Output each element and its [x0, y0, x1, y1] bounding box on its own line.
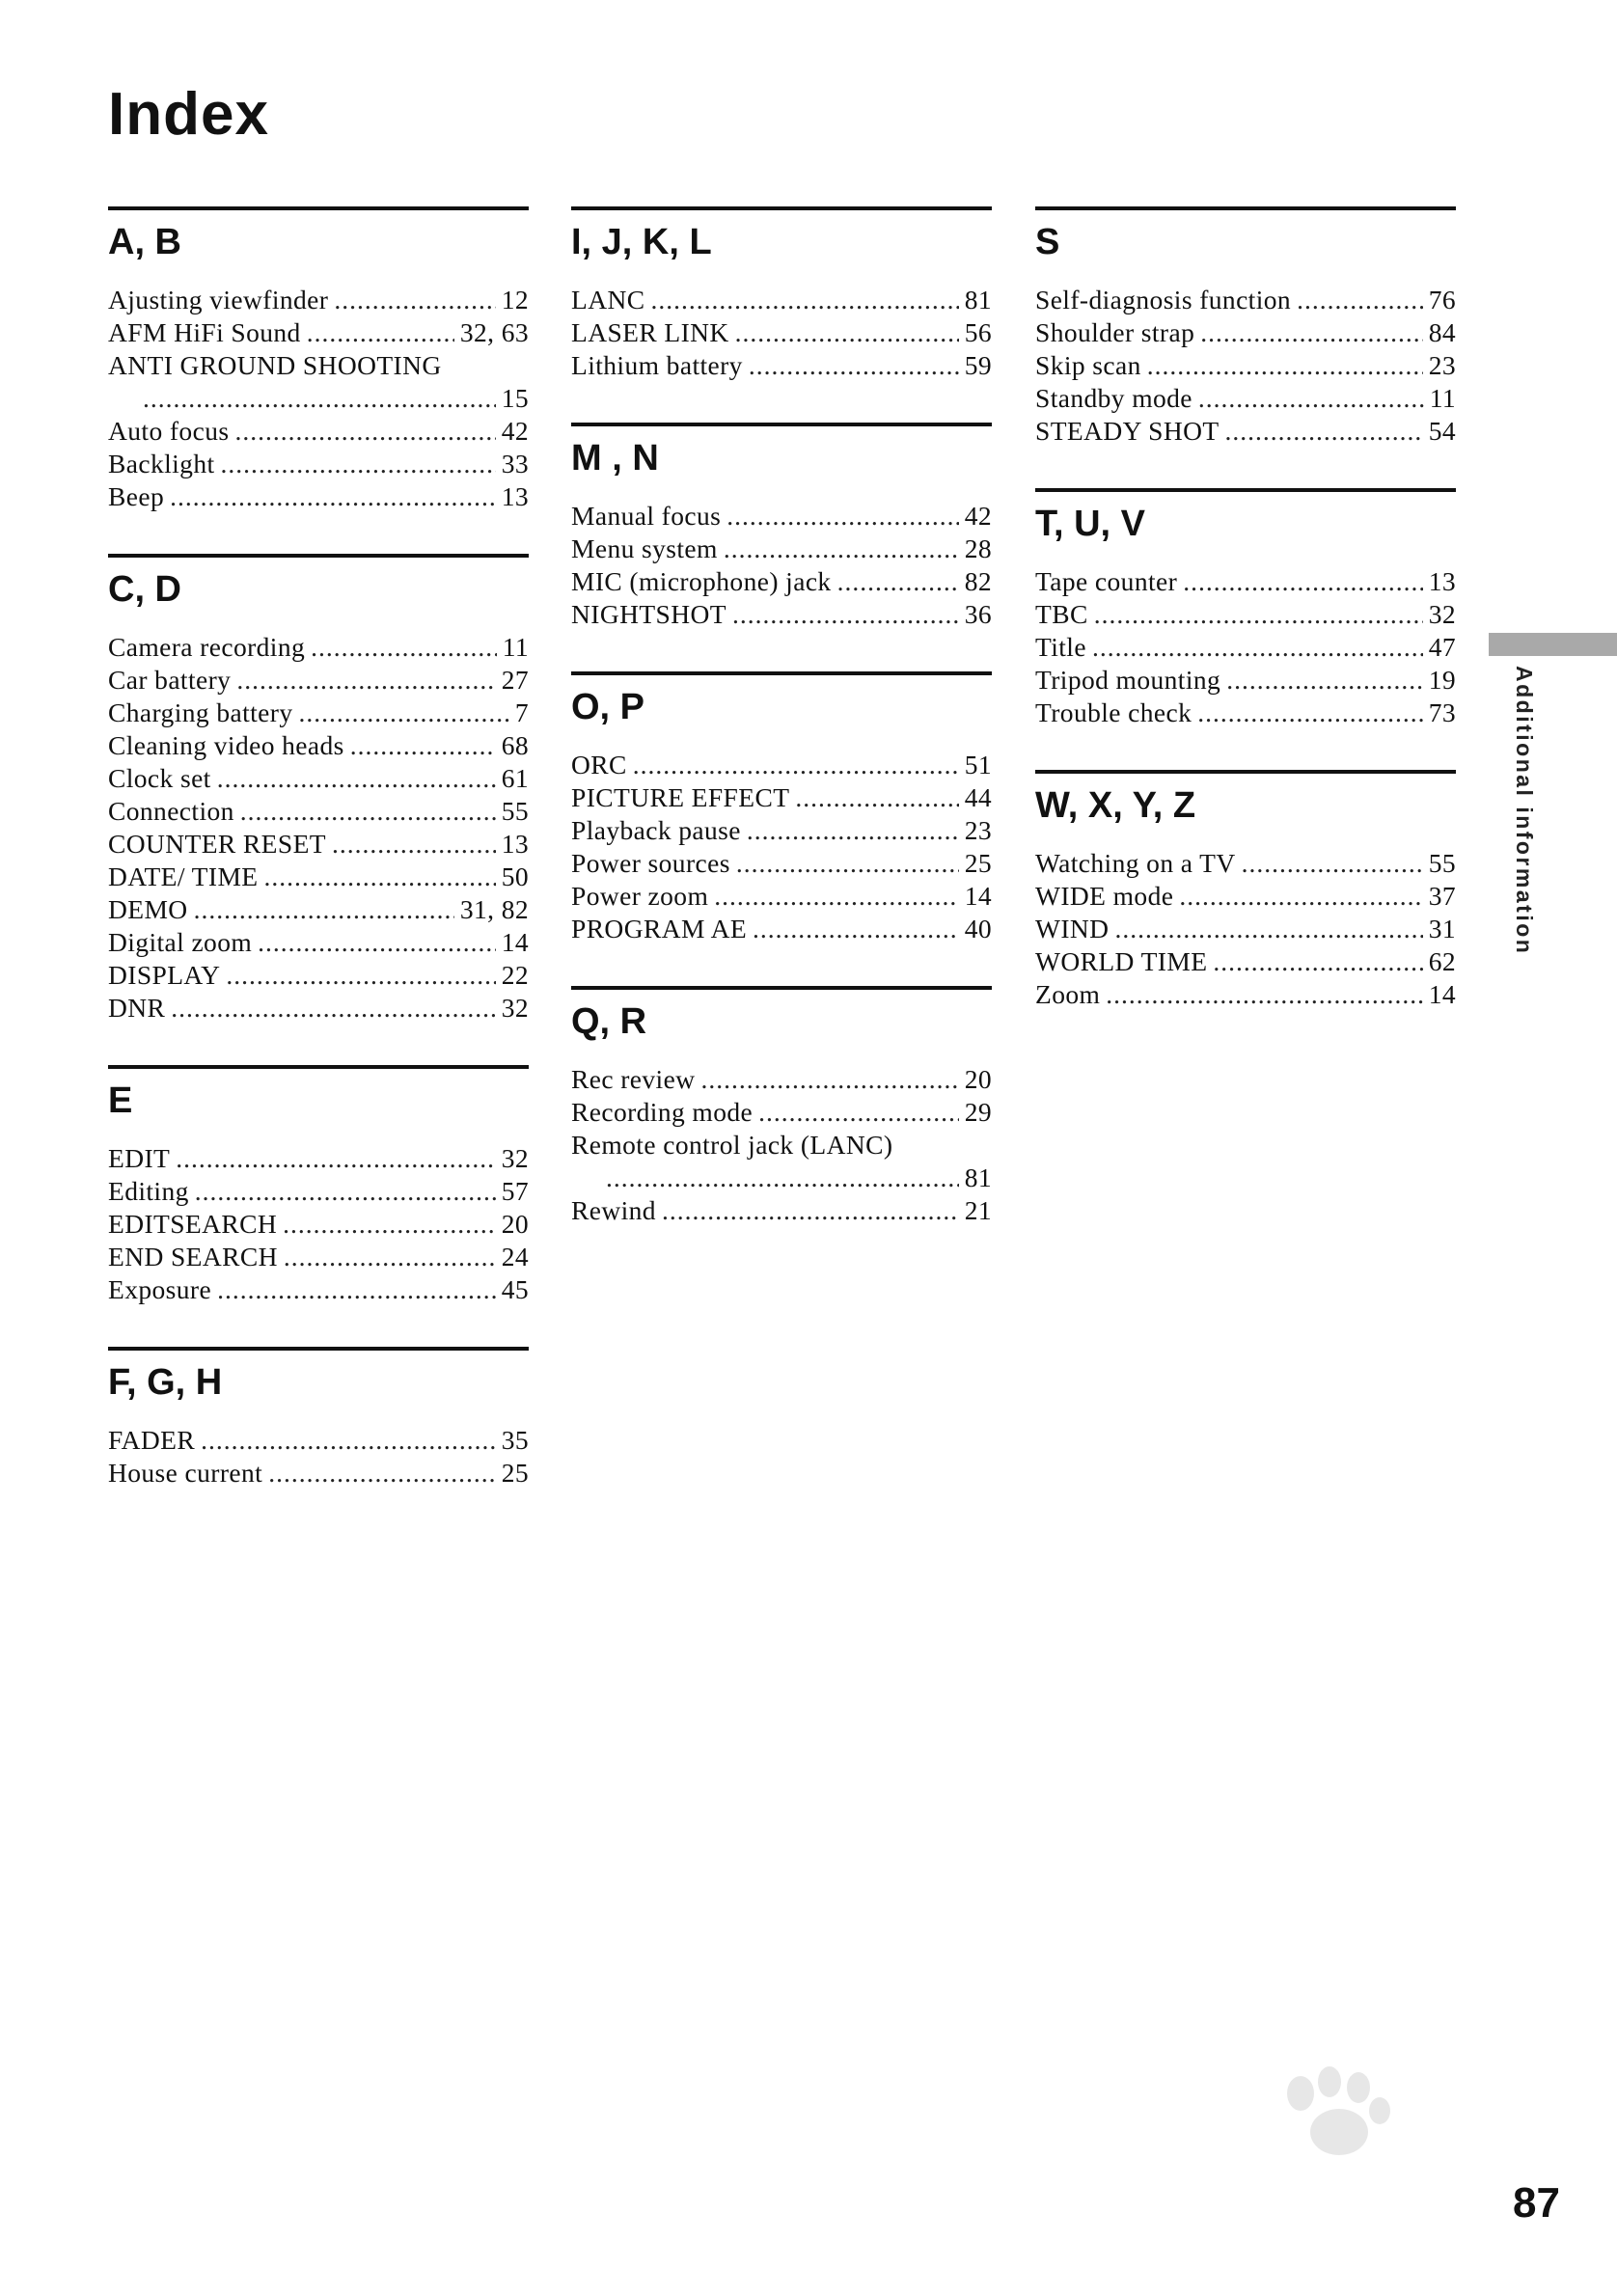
- entry-term: PICTURE EFFECT: [571, 782, 790, 812]
- entry-term: WIND: [1035, 914, 1110, 943]
- entry-term: Digital zoom: [108, 927, 253, 957]
- dot-leader: [1106, 978, 1422, 1011]
- index-entry: [571, 349, 992, 382]
- index-entry: [108, 480, 529, 513]
- index-entry: [571, 847, 992, 880]
- section-heading: C, D: [108, 569, 181, 610]
- entry-term: Recording mode: [571, 1097, 754, 1127]
- index-entry: [1035, 913, 1456, 945]
- dot-leader: [226, 959, 495, 992]
- dot-leader: [334, 284, 495, 316]
- entry-page: 11: [1429, 383, 1456, 413]
- dot-leader: [307, 316, 454, 349]
- entry-term: LASER LINK: [571, 317, 729, 347]
- entry-page: 42: [964, 501, 992, 531]
- index-entry: [108, 861, 529, 893]
- entry-term: PROGRAM AE: [571, 914, 748, 943]
- index-entry: [1035, 664, 1456, 697]
- index-entry: [571, 1129, 992, 1162]
- index-entry: [108, 1273, 529, 1306]
- index-section: [571, 206, 992, 382]
- index-column-1: [108, 206, 529, 1530]
- dot-leader: [1200, 316, 1422, 349]
- dot-leader: [726, 500, 958, 533]
- entry-term: ANTI GROUND SHOOTING: [108, 350, 442, 380]
- dot-leader: [258, 926, 496, 959]
- dot-leader: [283, 1208, 496, 1241]
- index-entry: [1035, 880, 1456, 913]
- index-entry: [108, 1142, 529, 1175]
- dot-leader: [268, 1457, 495, 1490]
- entry-page: 81: [964, 285, 992, 314]
- index-entry: [571, 1096, 992, 1129]
- index-entry: [571, 781, 992, 814]
- index-entry: [108, 893, 529, 926]
- entry-page: 35: [501, 1425, 529, 1455]
- dot-leader: [221, 448, 496, 480]
- dot-leader: [298, 697, 508, 729]
- entry-page: 27: [501, 665, 529, 695]
- dot-leader: [195, 1175, 496, 1208]
- section-heading: O, P: [571, 687, 645, 727]
- section-heading: I, J, K, L: [571, 222, 712, 262]
- dot-leader: [240, 795, 496, 828]
- index-column-3: [1035, 206, 1456, 1052]
- index-entry: [571, 913, 992, 945]
- index-entry: [1035, 598, 1456, 631]
- index-entry: [571, 284, 992, 316]
- entry-page: 32: [501, 993, 529, 1023]
- dot-leader: [1092, 631, 1423, 664]
- entry-term: EDIT: [108, 1143, 171, 1173]
- index-entry: [571, 1063, 992, 1096]
- index-entry: [108, 1208, 529, 1241]
- watermark-paw-icon: [1146, 2055, 1532, 2228]
- section-heading: W, X, Y, Z: [1035, 785, 1196, 826]
- entry-page: 55: [1428, 848, 1456, 878]
- dot-leader: [650, 284, 958, 316]
- dot-leader: [1094, 598, 1423, 631]
- entry-page: 61: [501, 763, 529, 793]
- dot-leader: [747, 814, 959, 847]
- entry-term: Watching on a TV: [1035, 848, 1236, 878]
- entry-page: 19: [1428, 665, 1456, 695]
- entry-term: Tape counter: [1035, 566, 1178, 596]
- index-entry: [108, 631, 529, 664]
- entry-page: 59: [964, 350, 992, 380]
- dot-leader: [732, 598, 959, 631]
- entry-term: Clock set: [108, 763, 211, 793]
- entry-page: 40: [964, 914, 992, 943]
- entry-term: COUNTER RESET: [108, 829, 326, 859]
- entry-term: Charging battery: [108, 697, 293, 727]
- entry-page: 28: [964, 533, 992, 563]
- entry-page: 57: [501, 1176, 529, 1206]
- index-entry: [108, 697, 529, 729]
- entry-page: 25: [501, 1458, 529, 1488]
- entry-page: 73: [1428, 697, 1456, 727]
- index-entry: [108, 284, 529, 316]
- entry-term: DISPLAY: [108, 960, 221, 990]
- entry-term: Remote control jack (LANC): [571, 1130, 893, 1160]
- entry-page: 54: [1428, 416, 1456, 446]
- dot-leader: [284, 1241, 496, 1273]
- entry-term: ORC: [571, 750, 627, 779]
- entry-page: 68: [501, 730, 529, 760]
- dot-leader: [332, 828, 496, 861]
- dot-leader: [1226, 664, 1423, 697]
- dot-leader: [1114, 913, 1422, 945]
- index-entry: [571, 880, 992, 913]
- dot-leader: [1242, 847, 1423, 880]
- entry-term: Camera recording: [108, 632, 306, 662]
- index-entry: [571, 500, 992, 533]
- index-entry: [571, 1194, 992, 1227]
- entry-page: 20: [501, 1209, 529, 1239]
- entry-page: 32, 63: [459, 317, 529, 347]
- entry-page: 14: [501, 927, 529, 957]
- index-entry: [1035, 565, 1456, 598]
- index-entry: [108, 795, 529, 828]
- entry-term: EDITSEARCH: [108, 1209, 278, 1239]
- dot-leader: [171, 992, 495, 1025]
- index-entry: [571, 316, 992, 349]
- entry-term: Backlight: [108, 449, 215, 478]
- entry-page: 33: [501, 449, 529, 478]
- index-section: [1035, 206, 1456, 448]
- entry-term: Cleaning video heads: [108, 730, 344, 760]
- entry-page: 23: [964, 815, 992, 845]
- entry-term: DNR: [108, 993, 166, 1023]
- index-entry: [1035, 631, 1456, 664]
- index-entry: [1035, 349, 1456, 382]
- entry-page: 21: [964, 1195, 992, 1225]
- entry-term: Tripod mounting: [1035, 665, 1221, 695]
- index-entry: [108, 926, 529, 959]
- index-entry: [571, 565, 992, 598]
- entry-page: 51: [964, 750, 992, 779]
- entry-page: 11: [502, 632, 529, 662]
- index-entry: [571, 749, 992, 781]
- side-tab-label: Additional information: [1512, 666, 1537, 956]
- index-entry: [108, 762, 529, 795]
- entry-page: 20: [964, 1064, 992, 1094]
- index-entry: [108, 316, 529, 349]
- entry-term: Exposure: [108, 1274, 212, 1304]
- entry-term: TBC: [1035, 599, 1088, 629]
- section-heading: F, G, H: [108, 1362, 223, 1403]
- entry-term: DATE/ TIME: [108, 861, 259, 891]
- dot-leader: [264, 861, 496, 893]
- entry-page: 29: [964, 1097, 992, 1127]
- index-entry: [108, 1241, 529, 1273]
- section-heading: E: [108, 1080, 133, 1121]
- entry-page: 24: [501, 1242, 529, 1271]
- index-entry: [1035, 697, 1456, 729]
- entry-term: Beep: [108, 481, 165, 511]
- index-entry: [108, 729, 529, 762]
- entry-page: 44: [964, 782, 992, 812]
- entry-term: Rec review: [571, 1064, 696, 1094]
- dot-leader: [735, 316, 959, 349]
- entry-term: FADER: [108, 1425, 196, 1455]
- index-entry: [108, 349, 529, 382]
- index-section: [1035, 770, 1456, 1011]
- entry-page: 13: [501, 481, 529, 511]
- index-section: [108, 206, 529, 513]
- entry-term: Standby mode: [1035, 383, 1192, 413]
- entry-term: Ajusting viewfinder: [108, 285, 329, 314]
- dot-leader: [350, 729, 496, 762]
- entry-page: 55: [501, 796, 529, 826]
- entry-term: AFM HiFi Sound: [108, 317, 301, 347]
- entry-term: DEMO: [108, 894, 188, 924]
- index-section: [108, 1347, 529, 1490]
- entry-term: Connection: [108, 796, 234, 826]
- index-section: [571, 423, 992, 631]
- entry-page: 22: [501, 960, 529, 990]
- entry-page: 56: [964, 317, 992, 347]
- entry-page: 37: [1428, 881, 1456, 911]
- entry-page: 31: [1428, 914, 1456, 943]
- dot-leader: [795, 781, 958, 814]
- dot-leader: [1297, 284, 1423, 316]
- dot-leader: [758, 1096, 959, 1129]
- index-entry: [1035, 415, 1456, 448]
- dot-leader: [1198, 382, 1424, 415]
- index-entry: [108, 415, 529, 448]
- entry-term: Manual focus: [571, 501, 722, 531]
- dot-leader: [234, 415, 495, 448]
- entry-term: WIDE mode: [1035, 881, 1174, 911]
- entry-term: WORLD TIME: [1035, 946, 1208, 976]
- index-entry: [108, 1424, 529, 1457]
- index-entry: [571, 533, 992, 565]
- entry-page: 23: [1428, 350, 1456, 380]
- entry-term: NIGHTSHOT: [571, 599, 726, 629]
- dot-leader: [1225, 415, 1423, 448]
- dot-leader: [736, 847, 959, 880]
- dot-leader: [1147, 349, 1423, 382]
- index-section: [108, 1065, 529, 1306]
- index-section: [571, 986, 992, 1227]
- dot-leader: [700, 1063, 958, 1096]
- dot-leader: [633, 749, 959, 781]
- page-number: 87: [1513, 2179, 1560, 2227]
- dot-leader: [311, 631, 497, 664]
- entry-page: 62: [1428, 946, 1456, 976]
- entry-term: STEADY SHOT: [1035, 416, 1220, 446]
- entry-term: Menu system: [571, 533, 718, 563]
- index-entry: [1035, 945, 1456, 978]
- dot-leader: [1197, 697, 1422, 729]
- entry-term: Rewind: [571, 1195, 656, 1225]
- section-heading: M , N: [571, 438, 659, 478]
- dot-leader: [837, 565, 959, 598]
- entry-term: Power zoom: [571, 881, 709, 911]
- entry-term: END SEARCH: [108, 1242, 278, 1271]
- entry-page: 7: [514, 697, 529, 727]
- index-entry: [108, 992, 529, 1025]
- entry-page: 13: [501, 829, 529, 859]
- index-entry: [1035, 382, 1456, 415]
- dot-leader: [714, 880, 958, 913]
- entry-term: Editing: [108, 1176, 189, 1206]
- index-section: [571, 671, 992, 945]
- index-entry: [1035, 847, 1456, 880]
- entry-page: 14: [1428, 979, 1456, 1009]
- index-entry-continuation: [108, 382, 529, 415]
- dot-leader: [724, 533, 959, 565]
- index-entry: [108, 1175, 529, 1208]
- entry-page: 50: [501, 861, 529, 891]
- entry-page: 15: [501, 383, 529, 413]
- index-section: [108, 554, 529, 1025]
- page-title: Index: [108, 81, 269, 148]
- index-column-2: [571, 206, 992, 1268]
- index-entry: [108, 828, 529, 861]
- dot-leader: [1213, 945, 1422, 978]
- entry-page: 84: [1428, 317, 1456, 347]
- dot-leader: [749, 349, 959, 382]
- entry-page: 32: [501, 1143, 529, 1173]
- entry-term: Auto focus: [108, 416, 230, 446]
- dot-leader: [217, 1273, 496, 1306]
- index-entry-continuation: [571, 1162, 992, 1194]
- section-heading: A, B: [108, 222, 181, 262]
- entry-page: 45: [501, 1274, 529, 1304]
- index-entry: [108, 959, 529, 992]
- entry-page: 25: [964, 848, 992, 878]
- entry-term: MIC (microphone) jack: [571, 566, 832, 596]
- dot-leader: [217, 762, 496, 795]
- dot-leader: [1183, 565, 1423, 598]
- entry-term: Self-diagnosis function: [1035, 285, 1292, 314]
- entry-term: Power sources: [571, 848, 730, 878]
- index-entry: [108, 1457, 529, 1490]
- entry-page: 47: [1428, 632, 1456, 662]
- entry-page: 42: [501, 416, 529, 446]
- index-entry: [1035, 316, 1456, 349]
- index-entry: [1035, 978, 1456, 1011]
- dot-leader: [176, 1142, 495, 1175]
- entry-term: Playback pause: [571, 815, 741, 845]
- section-heading: T, U, V: [1035, 504, 1146, 544]
- entry-page: 31, 82: [459, 894, 529, 924]
- entry-page: 36: [964, 599, 992, 629]
- entry-term: Skip scan: [1035, 350, 1141, 380]
- entry-term: House current: [108, 1458, 263, 1488]
- entry-term: Title: [1035, 632, 1086, 662]
- dot-leader: [236, 664, 495, 697]
- entry-term: Zoom: [1035, 979, 1101, 1009]
- dot-leader: [662, 1194, 959, 1227]
- dot-leader: [753, 913, 959, 945]
- entry-page: 14: [964, 881, 992, 911]
- index-section: [1035, 488, 1456, 729]
- index-entry: [571, 814, 992, 847]
- entry-page: 81: [964, 1162, 992, 1192]
- entry-page: 32: [1428, 599, 1456, 629]
- dot-leader: [170, 480, 496, 513]
- entry-page: 76: [1428, 285, 1456, 314]
- side-tab-bar: [1489, 633, 1617, 656]
- entry-term: Trouble check: [1035, 697, 1192, 727]
- entry-page: 82: [964, 566, 992, 596]
- index-entry: [1035, 284, 1456, 316]
- dot-leader: [194, 893, 454, 926]
- dot-leader: [1179, 880, 1422, 913]
- entry-term: Shoulder strap: [1035, 317, 1195, 347]
- entry-term: LANC: [571, 285, 645, 314]
- index-entry: [571, 598, 992, 631]
- section-heading: Q, R: [571, 1001, 647, 1042]
- dot-leader: [143, 382, 496, 415]
- dot-leader: [606, 1162, 959, 1194]
- section-heading: S: [1035, 222, 1060, 262]
- entry-term: Car battery: [108, 665, 232, 695]
- entry-page: 13: [1428, 566, 1456, 596]
- dot-leader: [201, 1424, 496, 1457]
- index-entry: [108, 448, 529, 480]
- index-entry: [108, 664, 529, 697]
- entry-term: Lithium battery: [571, 350, 743, 380]
- entry-page: 12: [501, 285, 529, 314]
